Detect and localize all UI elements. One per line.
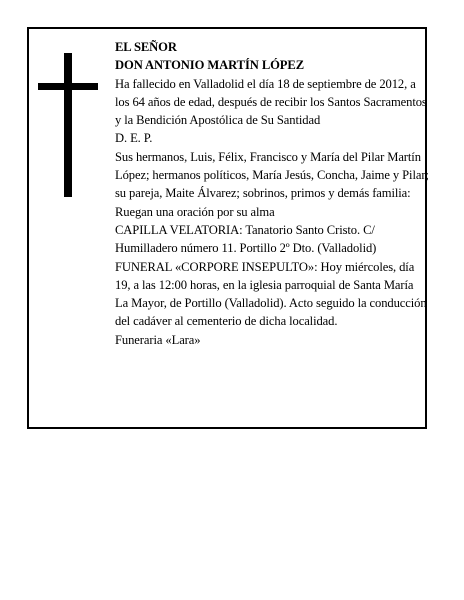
death-announcement: Ha fallecido en Valladolid el día 18 de septiembre de 2012, a los 64 años de edad, después de recibir los Santos Sacramentos y la Bendición Apostólica de Su Santidad	[115, 76, 427, 128]
funeral-info: FUNERAL «CORPORE INSEPULTO»: Hoy miércoles, día 19, a las 12:00 horas, en la iglesia parroquial de Santa María La Mayor, de Portillo (Valladolid). Acto seguido la conducción del cadáver al cementerio de dicha localidad.	[115, 259, 427, 329]
cross-vertical-bar	[64, 53, 72, 197]
cross-icon	[38, 53, 98, 197]
family-list: Sus hermanos, Luis, Félix, Francisco y María del Pilar Martín López; hermanos políticos, María Jesús, Concha, Jaime y Pilar; su pareja, Maite Álvarez; sobrinos, primos y demás familia:	[115, 149, 429, 201]
cross-horizontal-bar	[38, 83, 98, 90]
prayer-request: Ruegan una oración por su alma	[115, 204, 275, 219]
rip-line: D. E. P.	[115, 131, 153, 146]
funeral-home: Funeraria «Lara»	[115, 332, 201, 347]
chapel-info: CAPILLA VELATORIA: Tanatorio Santo Cristo. C/ Humilladero número 11. Portillo 2º Dto. (Valladolid)	[115, 222, 377, 256]
deceased-name: DON ANTONIO MARTÍN LÓPEZ	[115, 58, 305, 73]
title-line-1: EL SEÑOR	[115, 40, 177, 54]
obituary-text	[115, 38, 429, 349]
